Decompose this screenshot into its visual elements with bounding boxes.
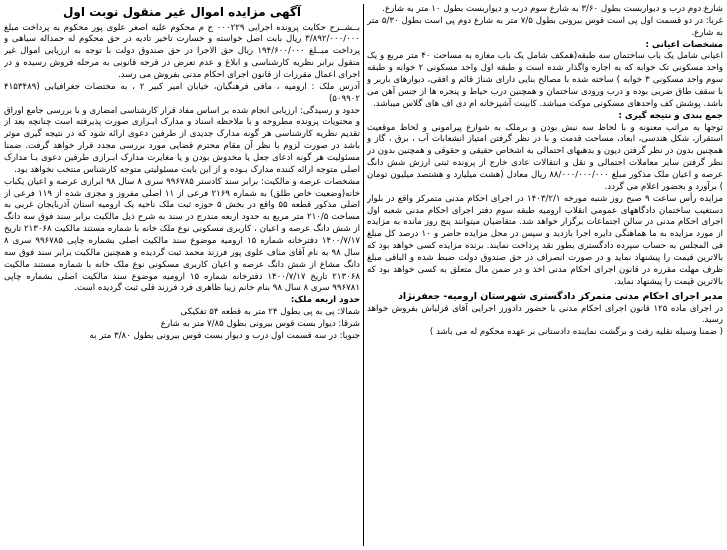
boundary-south: جنوبا: در سه قسمت اول درب و دیوار بست قوس بیرونی بطول ۳/۸۰ متر به — [89, 330, 360, 341]
auction-notice — [4, 4, 723, 546]
assessment-paragraph: حدود و رسیدگی: ارزیابی انجام شده بر اساس مفاد قرار کارشناسی امضاری و با بررسی جامع اوراق و محتویات پرونده مطروحه و با ملاحظه اسناد و مدارک ابـرازی صورت پذیرفته است چنانچه بعد از تقدیم نظریه کارشناسی هر گونه مدارک جدیدی از طرفین دعوی ارائه شود که در نتیجه گیری موثر باشد در صورت لزوم با نظر آن مقام محترم قضایی مورد بررسی مجدد قرار خواهد گرفت. ضمنا مسئولیت هر گونه ادعای جعل یا مخدوش بودن و یا مغایرت مدارک ابـرازی طرفین دعوی بـا مدارک اصلی متوجه ارائه کننده مدارک بـوده و از این بابت مسئولیتی متوجه کارشناس منتخب نخواهد بود. — [4, 105, 360, 175]
valuation-paragraph: توجها به مراتب معنونه و با لحاظ سه نبش بودن و برملک به شوارع پیرامونی و لحاظ موقعیت استقرار، شکل هندسی، ابعاد، مساحت قدمت و با در نظر گرفتن امتیاز انشعابات آب ، برق ، گاز و همچنین بدون در نظر گرفتن دیون و بدهیهای احتمالی به اشخاص حقیقی و حقوقی و همچنین بدون در نظر گرفتن سایر معاملات احتمالی و نقل و انتقالات عادی خارج از پرونده ثبتی ارزش شش دانگ عرصه و اعیان ملک مذکور مبلغ ۸۸/۰۰۰/۰۰۰/۰۰۰ ریال معادل (هشت میلیارد و هشتصد میلیون تومان ) برآورد و بحضور اعلام می گردد. — [367, 122, 723, 192]
signature-line: مدیر اجرای احکام مدنی متمرکز دادگستری شهرستان ارومیه- جعفرنژاد — [398, 290, 723, 302]
case-intro-paragraph: بــشــرح حکایت پرونده اجرایی ۰۰۰۲۲۹ ج م محکوم علیه اصغر علوی پور محکوم به پرداخت مبلغ ۳/۸۹۲/۰۰۰/۰۰۰ ریال بابت اصل خواسته و خسارت تاخیر تادیه در حق محکوم له حمداله سیاهی و پرداخت مبــلغ ۱۹۴/۶۰۰/۰۰۰ ریال حق الاجرا در حق صندوق دولت با توجه به ارزیابی اموال غیر منقول برابر نظریه کارشناسی و ابلاغ و عدم تعرض در فرجه قانونی به مرحله فروش رسیده و در اجرای اعمال مقررات از قانون اجرای احکام مدنی بفروش می رسد. — [4, 22, 360, 80]
boundary-south-continued: شارع دوم درب و دیواربست بطول ۳/۶۰ به شارع سوم درب و دیواربست بطول ۱۰ متر به شارع. — [382, 4, 723, 14]
boundary-west: غربا: در دو قسمت اول پی است قوس بیرونی بطول ۷/۵ متر به شارع دوم پی است بطول ۵/۳۰ متر به شارع. — [367, 15, 723, 38]
conclusion-heading: جمع بندی و نتیجه گیری : — [618, 110, 723, 121]
notice-title: آگهی مزایده اموال غیر منقول نوبت اول — [62, 5, 302, 19]
notice-right-column — [4, 4, 360, 546]
footnote-transport: ( ضمنا وسیله نقلیه رفت و برگشت نماینده دادستانی بر عهده محکوم له می باشد ) — [429, 327, 723, 338]
boundary-north: شمالا: پی به پی بطول ۲۴ متر به قطعه ۵۴ تفکیکی — [180, 307, 360, 318]
footnote-article-125: در اجرای ماده ۱۲۵ قانون اجرای احکام مدنی با حضور دادورز اجرایی آقای قزلباش بفروش خواهد رسید. — [367, 303, 723, 326]
building-specs-paragraph: اعیانی شامل یک باب ساختمان سه طبقه(همکف شامل یک باب مغازه به مساحت ۴۰ متر مربع و یک واحد مسکونی تک خوابه که به اجاره واگذار شده است و طبقه اول واحد مسکونی ۲ خوابه و طبقه سوم واحد مسکونی ۳ خوابه ) ساخته شده با مصالح بنایی دارای شناژ قائم و افقی، دیوارهای باربر و با سقف طاق ضربی بوده و درب ورودی ساختمان و همچنین درب حیاط و پنجره ها از جنس آهن می باشد. پوشش کف واحدهای مسکونی موکت میباشد. کابینت آشپزخانه ام دی اف های گلاس میباشد. — [367, 51, 723, 109]
auction-details-paragraph: مزایده رأس ساعت ۹ صبح روز شنبه مورخه ۱۴۰۳/۲/۱ در اجرای احکام مدنی متمرکز واقع در بلوار دستغیب ساختمان دادگاههای عمومی انقلاب ارومیه طبقه سوم دفتر اجرای احکام مدنی شعبه اول اجرای احکام مدنی در سالن اجتماعات برگزار خواهد شد. متقاضیان میتوانند پنج روز مانده به مزایده از مورد مزایده به ما هماهنگی دایره اجرا بازدید و سپس در محل مزایده حاضر و ۱۰ درصد کل مبلغ فی المجلس به حساب سپرده دادگستری بطور نقد پرداخت نمایند. برنده مزایده کسی خواهد بود که بالاترین قیمت را پیشنهاد نماید و در صورت انصراف در حق صندوق دولت ضبط شده و الباقی مبلغ ظرف مهلت مقرره در قانون اجرای احکام مدنی اخذ و در ضمن مال متعلق به کسی خواهد بود که بالاترین قیمت را پیشنهاد نماید. — [367, 193, 723, 287]
boundary-east: شرقا: دیوار بست قوس بیرونی بطول ۷/۸۵ متر به شارع — [160, 319, 360, 330]
ownership-paragraph: مشخصات عرصه و مالکیت: برابر سند کادستر ۹۹۶۷۸۵ سری ۸ سال ۹۸ ابرازی عرصه و اعیان یکباب خانه(وضعیت خاص طلق) به شماره ۲۱۶۹ فرعی از ۱۱ اصلی مفروز و مجزی شده از ۱۱۹ فرعی از اصلی مذکور قطعه ۵۵ واقع در بخش ۵ حوزه ثبت ملک ناحیه یک ارومیه استان آذربایجان غربی به مساحت ۲۱۰/۵ متر مربع به حدود اربعه مندرج در سند به شرح ذیل مالکیت برابر سند فوق سه دانگ از شش دانگ عرصه و اعیان ، کاربری مسکونی نوع ملک خانه با شماره مستند مالکیت ۲۱۳۰۶۸ تاریخ ۱۴۰۰/۷/۱۷ دفترخانه شماره ۱۵ ارومیه موضوع سند مالکیت اصلی بشماره چاپی ۹۹۶۷۸۵ سری ۸ سال ۹۸ به نام آقای مناف علوی پور فرزند محمد ثبت گردیده و همچنین مالکیت برابر سند فوق سه دانگ مشاع از شش دانگ عرصه و اعیان کاربری مسکونی نوع ملک خانه با شماره مستند مالکیت ۲۱۳۰۶۸ تاریخ ۱۴۰۰/۷/۱۷ دفترخانه شماره ۱۵ ارومیه موضوع سند مالکیت اصلی بشماره چاپی ۹۹۶۷۸۱ سری ۸ سال ۹۸ بنام خانم زیبا ظاهری فرد فرزند قلی ثبت گردیده است. — [4, 176, 360, 294]
column-divider — [363, 4, 364, 546]
boundaries-heading: حدود اربعه ملک: — [290, 295, 360, 306]
property-address: آدرس ملک : ارومیه ، مافی فرهنگیان، خیابان امیر کبیر ۲ ، به مختصات جغرافیایی (۴۱۵۳۴۸۹ ۵۰۹۹۰۲) — [4, 81, 360, 104]
notice-left-column — [367, 4, 723, 546]
building-specs-heading: مشخصات اعیانی : — [645, 39, 723, 50]
